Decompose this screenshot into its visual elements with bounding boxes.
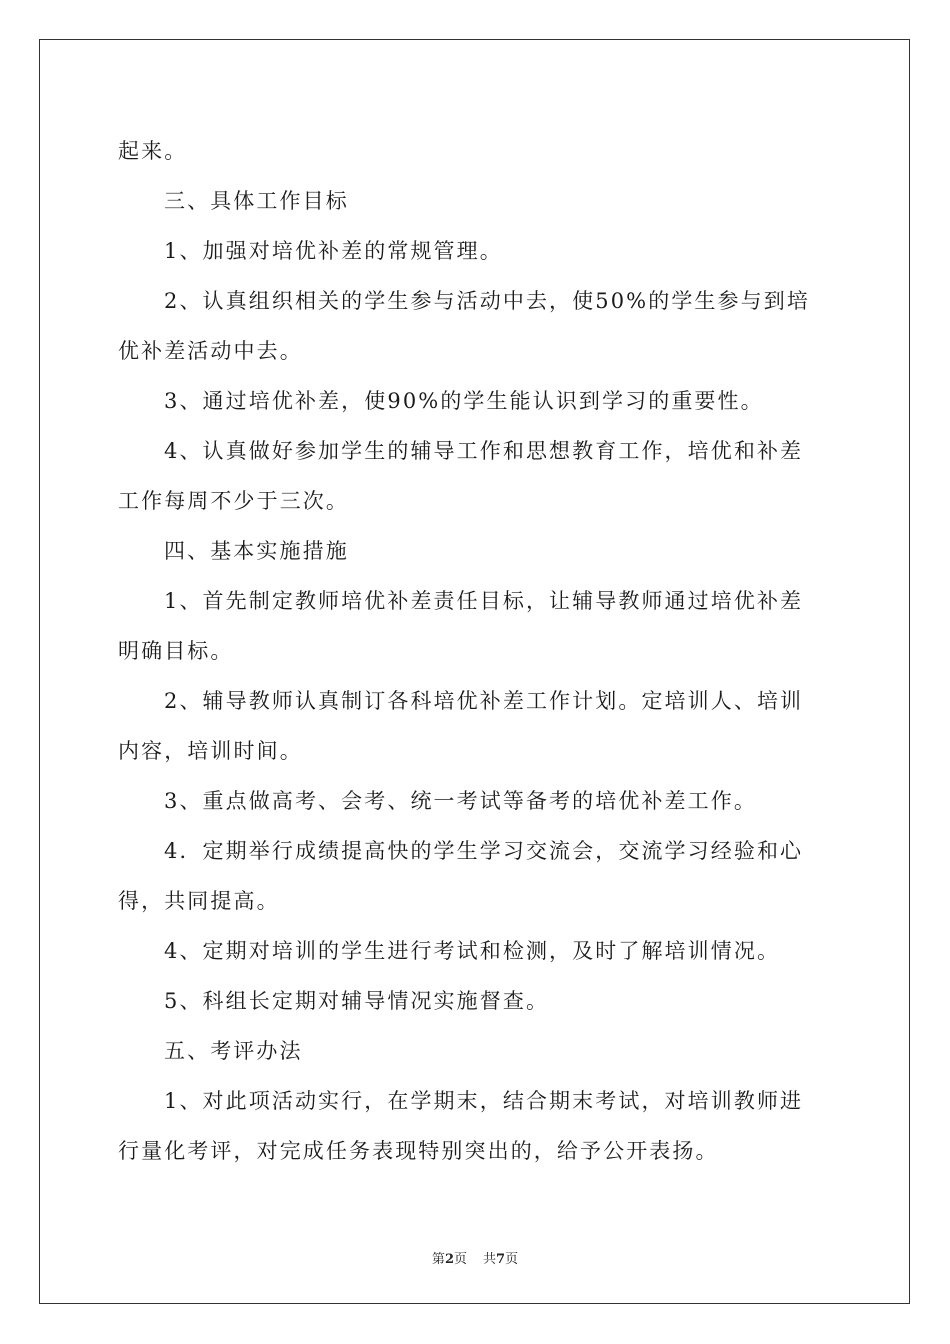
text-line: 明确目标。 xyxy=(118,639,234,663)
text-line: 四、基本实施措施 xyxy=(164,539,349,563)
footer-page-number: 2 xyxy=(444,1252,454,1267)
text-line: 起来。 xyxy=(118,139,188,163)
footer-total-prefix: 共 xyxy=(483,1252,497,1267)
text-line: 三、具体工作目标 xyxy=(164,189,349,213)
footer-page-suffix: 页 xyxy=(453,1252,467,1267)
text-line: 工作每周不少于三次。 xyxy=(118,489,349,513)
text-line: 五、考评办法 xyxy=(164,1039,303,1063)
text-line: 行量化考评，对完成任务表现特别突出的，给予公开表扬。 xyxy=(118,1139,719,1163)
footer-total-pages: 7 xyxy=(496,1252,506,1267)
text-line: 2、认真组织相关的学生参与活动中去，使50%的学生参与到培 xyxy=(164,289,810,313)
footer-page-prefix: 第 xyxy=(431,1252,445,1267)
text-line: 3、重点做高考、会考、统一考试等备考的培优补差工作。 xyxy=(164,789,757,813)
text-line: 1、对此项活动实行，在学期末，结合期末考试，对培训教师进 xyxy=(164,1089,804,1113)
text-line: 内容，培训时间。 xyxy=(118,739,303,763)
text-line: 5、科组长定期对辅导情况实施督查。 xyxy=(164,989,550,1013)
document-body xyxy=(118,126,840,1176)
text-line: 2、辅导教师认真制订各科培优补差工作计划。定培训人、培训 xyxy=(164,689,804,713)
text-line: 1、首先制定教师培优补差责任目标，让辅导教师通过培优补差 xyxy=(164,589,804,613)
text-line: 得，共同提高。 xyxy=(118,889,280,913)
footer-total-suffix: 页 xyxy=(505,1252,519,1267)
text-line: 优补差活动中去。 xyxy=(118,339,303,363)
text-line: 3、通过培优补差，使90%的学生能认识到学习的重要性。 xyxy=(164,389,764,413)
text-line: 1、加强对培优补差的常规管理。 xyxy=(164,239,503,263)
text-line: 4、定期对培训的学生进行考试和检测，及时了解培训情况。 xyxy=(164,939,781,963)
text-line: 4．定期举行成绩提高快的学生学习交流会，交流学习经验和心 xyxy=(164,839,804,863)
text-line: 4、认真做好参加学生的辅导工作和思想教育工作，培优和补差 xyxy=(164,439,804,463)
page-footer xyxy=(0,1248,950,1267)
